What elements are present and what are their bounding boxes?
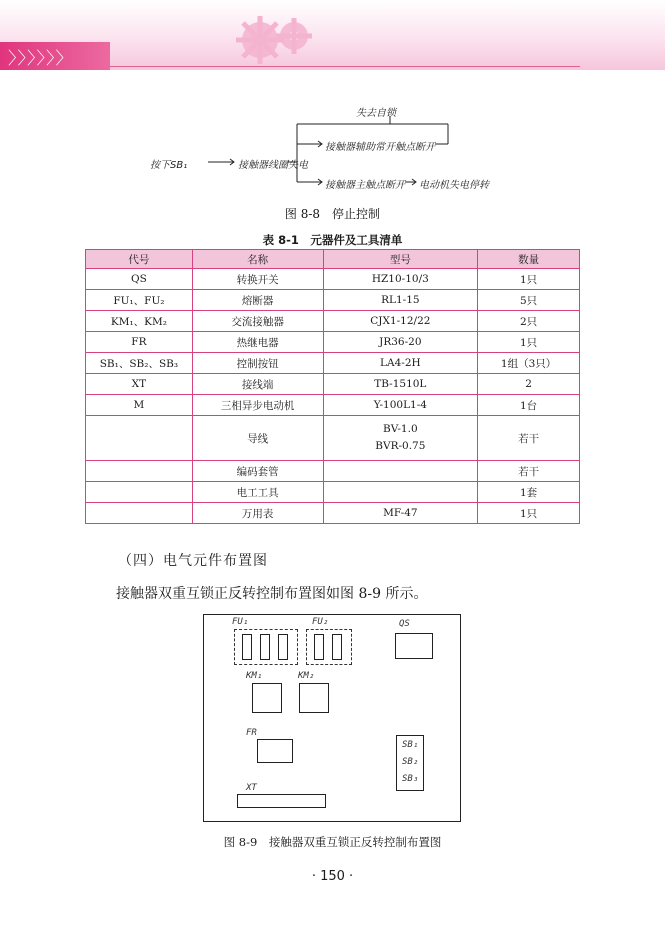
- table-cell: 若干: [478, 461, 580, 482]
- fuse-box: [278, 634, 288, 660]
- fr-label: FR: [246, 728, 257, 738]
- flow-start-label: 按下SB₁: [150, 160, 188, 171]
- page-number: · 150 ·: [311, 869, 354, 884]
- column-header: 型号: [323, 250, 478, 269]
- table-row: [86, 290, 580, 311]
- table-cell: JR36-20: [323, 332, 478, 353]
- table-cell: XT: [86, 374, 193, 395]
- column-header: 代号: [86, 250, 193, 269]
- table-cell: 1套: [478, 482, 580, 503]
- column-header: 数量: [478, 250, 580, 269]
- table-cell: [86, 416, 193, 461]
- fuse-box: [260, 634, 270, 660]
- table-cell: KM₁、KM₂: [86, 311, 193, 332]
- table-cell: 1只: [478, 503, 580, 524]
- table-cell: 1台: [478, 395, 580, 416]
- parts-table: [85, 249, 580, 524]
- flow-node-coil: 接触器线圈失电: [238, 160, 308, 171]
- table-cell: 若干: [478, 416, 580, 461]
- table-cell: M: [86, 395, 193, 416]
- table-row: [86, 416, 580, 461]
- table-cell: 热继电器: [192, 332, 323, 353]
- km2-contactor-box: [299, 683, 329, 713]
- table-cell: [86, 482, 193, 503]
- table-row: [86, 395, 580, 416]
- table-row: [86, 461, 580, 482]
- table-cell: 电工工具: [192, 482, 323, 503]
- stop-control-flow-diagram: [150, 102, 490, 202]
- qs-switch-box: [395, 633, 433, 659]
- sb3-label: SB₃: [402, 774, 419, 784]
- sb2-label: SB₂: [402, 757, 419, 767]
- table-cell: 导线: [192, 416, 323, 461]
- flow-branch-main: 接触器主触点断开: [325, 180, 405, 191]
- fu1-label: FU₁: [232, 617, 249, 627]
- table-cell: 交流接触器: [192, 311, 323, 332]
- table-cell: CJX1-12/22: [323, 311, 478, 332]
- table-row: [86, 482, 580, 503]
- table-header-row: [86, 250, 580, 269]
- table-cell: [86, 503, 193, 524]
- fuse-box: [332, 634, 342, 660]
- table-row: [86, 311, 580, 332]
- table-row: [86, 332, 580, 353]
- model-line: BV-1.0: [383, 423, 418, 435]
- table-cell: 2: [478, 374, 580, 395]
- table-cell: 2只: [478, 311, 580, 332]
- table-cell: 编码套管: [192, 461, 323, 482]
- table-cell: LA4-2H: [323, 353, 478, 374]
- table-cell: 1只: [478, 332, 580, 353]
- table-cell: 接线端: [192, 374, 323, 395]
- table-row: [86, 353, 580, 374]
- fr-relay-box: [257, 739, 293, 763]
- table-cell: MF-47: [323, 503, 478, 524]
- sb-button-box: [396, 735, 424, 791]
- qs-label: QS: [399, 619, 410, 629]
- column-header: 名称: [192, 250, 323, 269]
- fu2-label: FU₂: [312, 617, 329, 627]
- table-cell: 1组（3只）: [478, 353, 580, 374]
- flow-top-label: 失去自锁: [356, 108, 396, 119]
- body-paragraph: 接触器双重互锁正反转控制布置图如图 8-9 所示。: [116, 586, 428, 602]
- table-cell: SB₁、SB₂、SB₃: [86, 353, 193, 374]
- table-cell: QS: [86, 269, 193, 290]
- km1-label: KM₁: [246, 671, 263, 681]
- table-cell: 控制按钮: [192, 353, 323, 374]
- header-divider: [110, 66, 580, 67]
- fu2-group: [306, 629, 352, 665]
- table-cell: RL1-15: [323, 290, 478, 311]
- section-heading: （四）电气元件布置图: [118, 553, 268, 569]
- figure-8-9-caption: 图 8-9 接触器双重互锁正反转控制布置图: [223, 835, 442, 849]
- table-title: 表 8-1 元器件及工具清单: [262, 233, 403, 247]
- model-line: BVR-0.75: [375, 440, 426, 452]
- table-cell: HZ10-10/3: [323, 269, 478, 290]
- table-cell: Y-100L1-4: [323, 395, 478, 416]
- table-row: [86, 374, 580, 395]
- table-cell: [323, 482, 478, 503]
- table-cell: FR: [86, 332, 193, 353]
- xt-label: XT: [246, 783, 257, 793]
- component-layout-diagram: [203, 614, 461, 822]
- table-cell: TB-1510L: [323, 374, 478, 395]
- sb1-label: SB₁: [402, 740, 419, 750]
- table-row: [86, 503, 580, 524]
- table-row: [86, 269, 580, 290]
- table-cell-multiline: [323, 416, 478, 461]
- km2-label: KM₂: [298, 671, 315, 681]
- table-cell: 万用表: [192, 503, 323, 524]
- table-cell: 5只: [478, 290, 580, 311]
- fuse-box: [242, 634, 252, 660]
- table-cell: FU₁、FU₂: [86, 290, 193, 311]
- gears-decoration-icon: [220, 8, 330, 68]
- fuse-box: [314, 634, 324, 660]
- km1-contactor-box: [252, 683, 282, 713]
- flow-branch-aux: 接触器辅助常开触点断开: [325, 142, 435, 153]
- table-cell: 转换开关: [192, 269, 323, 290]
- xt-terminal-strip: [237, 794, 326, 808]
- table-cell: [323, 461, 478, 482]
- table-cell: 1只: [478, 269, 580, 290]
- flow-end-label: 电动机失电停转: [419, 180, 489, 191]
- table-cell: [86, 461, 193, 482]
- header-arrows: 〉〉〉〉〉〉: [8, 49, 74, 69]
- figure-8-8-caption: 图 8-8 停止控制: [284, 207, 381, 221]
- table-cell: 三相异步电动机: [192, 395, 323, 416]
- table-cell: 熔断器: [192, 290, 323, 311]
